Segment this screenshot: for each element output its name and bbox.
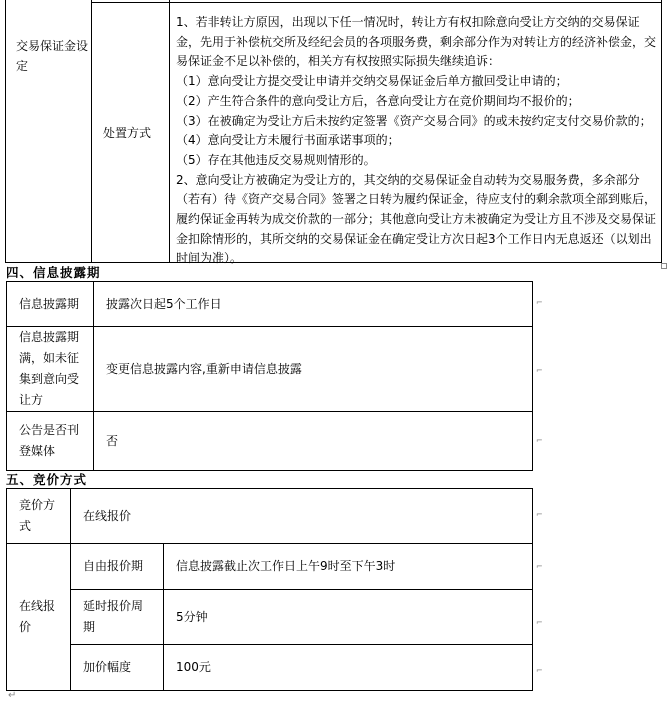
free-bidding-period-label xyxy=(71,544,164,589)
label-text: 信息披露期 xyxy=(19,296,80,311)
disposal-method-label xyxy=(103,124,151,141)
row-end-mark: ⌐ xyxy=(536,298,543,307)
delay-bidding-cycle-value xyxy=(164,590,532,644)
value-text: 信息披露截止次工作日上午9时至下午3时 xyxy=(176,559,396,573)
no-buyer-label xyxy=(7,327,94,411)
section-4-heading: 四、信息披露期 xyxy=(6,265,101,280)
value-text: 5分钟 xyxy=(176,609,208,624)
free-bidding-period-value xyxy=(164,544,532,589)
online-bidding-label xyxy=(7,544,71,690)
paragraph-1-2: （2）产生符合条件的意向受让方后，各意向受让方在竞价期间均不报价的； xyxy=(176,93,580,108)
media-publish-value xyxy=(94,412,532,470)
paragraph-1-3: （3）在被确定为受让方后未按约定签署《资产交易合同》的或未按约定支付交易价款的； xyxy=(176,113,652,128)
label-text: 信息披露期满，如未征集到意向受让方 xyxy=(19,330,80,407)
media-publish-label xyxy=(7,412,94,470)
value-text: 100元 xyxy=(176,660,211,674)
value-text: 变更信息披露内容,重新申请信息披露 xyxy=(106,361,302,376)
row-end-mark: ⌐ xyxy=(536,436,543,445)
label-text: 加价幅度 xyxy=(83,660,132,674)
section-5-heading: 五、竞价方式 xyxy=(6,472,88,487)
disclosure-period-label xyxy=(7,282,94,326)
disclosure-period-value xyxy=(94,282,532,326)
price-increment-label xyxy=(71,645,164,690)
delay-bidding-cycle-label xyxy=(71,590,164,644)
row-end-mark: ⌐ xyxy=(536,666,543,675)
row-end-mark: ⌐ xyxy=(536,366,543,375)
no-buyer-value xyxy=(94,327,532,411)
label-text: 处置方式 xyxy=(103,126,152,140)
row-end-mark: ⌐ xyxy=(536,618,543,627)
bidding-method-label xyxy=(7,489,71,543)
paragraph-1-1: （1）意向受让方提交受让申请并交纳交易保证金后单方撤回受让申请的； xyxy=(176,74,568,89)
label-text: 竞价方式 xyxy=(19,498,56,533)
label-text: 自由报价期 xyxy=(83,559,144,573)
label-text: 在线报价 xyxy=(19,599,56,634)
table-resize-handle[interactable] xyxy=(661,263,667,269)
label-text: 交易保证金设定 xyxy=(16,39,89,73)
paragraph-mark: ↵ xyxy=(8,690,17,701)
paragraph-1: 1、若非转让方原因，出现以下任一情况时，转让方有权扣除意向受让方交纳的交易保证金，先用于补偿杭交所及经纪会员的各项服务费，剩余部分作为对转让方的经济补偿金，交易保证金不足以补偿的，相关方有权按照实际损失继续追诉： xyxy=(176,15,657,69)
value-text: 在线报价 xyxy=(83,508,132,523)
value-text: 否 xyxy=(106,433,119,448)
bidding-method-value xyxy=(71,489,532,543)
paragraph-1-5: （5）存在其他违反交易规则情形的。 xyxy=(176,152,376,167)
label-text: 公告是否刊登媒体 xyxy=(19,423,80,458)
row-end-mark: ⌐ xyxy=(536,510,543,519)
disposal-method-content xyxy=(176,13,656,269)
value-text: 披露次日起5个工作日 xyxy=(106,296,222,311)
row-end-mark: ⌐ xyxy=(536,562,543,571)
paragraph-1-4: （4）意向受让方未履行书面承诺事项的； xyxy=(176,133,400,148)
deposit-setting-label xyxy=(6,36,92,80)
label-text: 延时报价周期 xyxy=(83,599,144,634)
paragraph-2: 2、意向受让方被确定为受让方的，其交纳的交易保证金自动转为交易服务费，多余部分（若有）待《资产交易合同》签署之日转为履约保证金，待应支付的剩余款项全部到账后，履约保证金再转为成交价款的一部分；其他意向受让方未被确定为受让方且不涉及交易保证金扣除情形的，其所交纳的交易保证金在确定受让方次日起3个工作日内无息返还（以划出时间为准）。 xyxy=(176,172,657,266)
price-increment-value xyxy=(164,645,532,690)
